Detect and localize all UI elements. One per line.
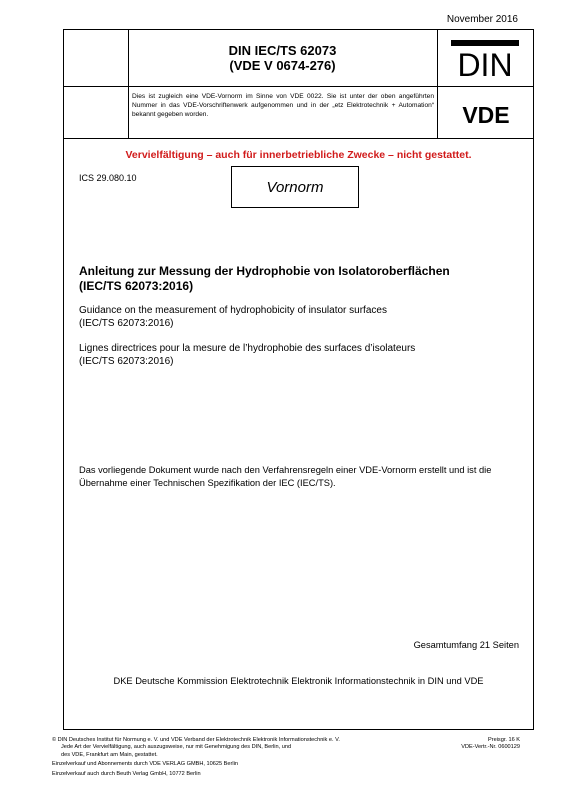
document-number	[128, 29, 437, 87]
vde-note: Dies ist zugleich eine VDE-Vornorm im Sinne von VDE 0022. Sie ist unter der oben angeführten Nummer in das VDE-Vorschriftenwerk aufgenommen und in der „etz Elektrotechnik + Automation“ bekannt gegeben worden.	[132, 93, 434, 118]
issue-date: November 2016	[446, 14, 518, 25]
price-group: Preisgr. 16 K	[487, 737, 520, 743]
ics-code: ICS 29.080.10	[79, 173, 137, 183]
sales-line2: Einzelverkauf auch durch Beuth Verlag GmbH, 10772 Berlin	[52, 770, 201, 777]
title-french-line2: (IEC/TS 62073:2016)	[79, 355, 174, 367]
footer-copyright	[52, 737, 412, 778]
title-french	[79, 343, 519, 368]
vde-logo	[448, 102, 524, 126]
title-english-line1: Guidance on the measurement of hydrophobicity of insulator surfaces	[79, 305, 387, 316]
title-german	[79, 264, 519, 294]
title-english-line2: (IEC/TS 62073:2016)	[79, 317, 174, 329]
document-type-box	[231, 166, 359, 208]
sales-line1: Einzelverkauf und Abonnements durch VDE VERLAG GMBH, 10625 Berlin	[52, 761, 238, 768]
document-type: Vornorm	[266, 178, 324, 196]
copyright-line3: des VDE, Frankfurt am Main, gestattet.	[61, 751, 158, 758]
din-logo-text: DIN	[457, 47, 513, 80]
din-logo	[449, 38, 521, 80]
title-english	[79, 305, 519, 330]
total-pages: Gesamtumfang 21 Seiten	[413, 640, 519, 650]
footer-pricing	[461, 737, 520, 752]
title-german-line1: Anleitung zur Messung der Hydrophobie von Isolatoroberflächen	[79, 264, 450, 278]
copyright-line2: Jede Art der Vervielfältigung, auch auszugsweise, nur mit Genehmigung des DIN, Berlin, und	[61, 744, 292, 751]
document-number-line2: (VDE V 0674-276)	[229, 58, 336, 73]
order-number: VDE-Vertr.-Nr. 0600129	[461, 744, 520, 751]
header-divider-right	[437, 29, 438, 139]
procedure-statement: Das vorliegende Dokument wurde nach den Verfahrensregeln einer VDE-Vornorm erstellt und ist die Übernahme einer Technischen Spezifikation der IEC (IEC/TS).	[79, 465, 492, 488]
title-french-line1: Lignes directrices pour la mesure de l’hydrophobie des surfaces d’isolateurs	[79, 343, 416, 354]
copyright-line1: © DIN Deutsches Institut für Normung e. V. und VDE Verband der Elektrotechnik Elektronik Informationstechnik e. V.	[52, 737, 340, 743]
document-number-line1: DIN IEC/TS 62073	[228, 43, 337, 58]
vde-logo-text: VDE	[462, 102, 510, 126]
title-german-line2: (IEC/TS 62073:2016)	[79, 279, 194, 293]
copy-warning: Vervielfältigung – auch für innerbetriebliche Zwecke – nicht gestattet.	[125, 149, 472, 161]
committee-name: DKE Deutsche Kommission Elektrotechnik Elektronik Informationstechnik in DIN und VDE	[113, 676, 484, 686]
